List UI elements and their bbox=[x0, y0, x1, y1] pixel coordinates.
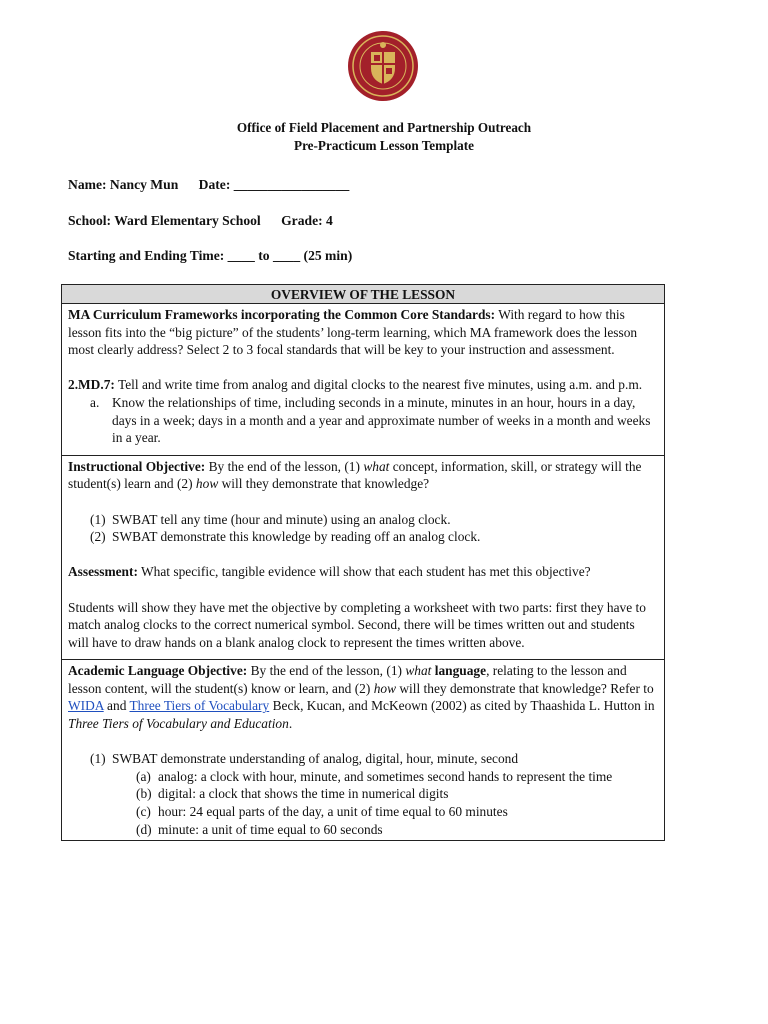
vocab-term-item bbox=[68, 803, 658, 821]
academic-language-cell bbox=[62, 660, 664, 841]
instructional-objective-cell bbox=[62, 456, 664, 661]
standard-sub-marker: a. bbox=[90, 394, 100, 410]
objective-text: SWBAT demonstrate this knowledge by reading off an analog clock. bbox=[112, 529, 481, 545]
assessment-answer: Students will show they have met the objective by completing a worksheet with two parts: first they have to match analog clocks to the correct numerical symbol. Second, there will be times written out and students will have to draw hands on a blank analog clock to represent the times written above. bbox=[68, 599, 646, 650]
alo-prompt-part: , relating to the lesson and lesson content, will the student(s) know or learn, and (2) bbox=[68, 663, 627, 696]
alo-prompt-part: will they demonstrate that knowledge? Refer to bbox=[396, 680, 654, 696]
alo-prompt-how: how bbox=[373, 680, 397, 696]
alo-prompt-what: what bbox=[405, 663, 432, 679]
ma-frameworks-label: MA Curriculum Frameworks incorporating the Common Core Standards: bbox=[68, 307, 496, 322]
school-grade-line: School: Ward Elementary School Grade: 4 bbox=[68, 213, 333, 228]
vocab-term-marker: (d) bbox=[136, 821, 152, 837]
alo-prompt-part: . bbox=[288, 716, 293, 732]
time-line: Starting and Ending Time: ____ to ____ (25 min) bbox=[68, 248, 353, 263]
language-objective-marker: (1) bbox=[90, 751, 106, 767]
vocab-term-text: hour: 24 equal parts of the day, a unit of time equal to 60 minutes bbox=[158, 804, 508, 820]
academic-language-prompt bbox=[68, 662, 658, 732]
objective-marker: (2) bbox=[90, 529, 106, 545]
standard-2md7 bbox=[68, 376, 658, 394]
alo-book-title: Three Tiers of Vocabulary and Education bbox=[68, 716, 289, 732]
assessment-prompt bbox=[68, 563, 658, 581]
standard-code: 2.MD.7: bbox=[68, 377, 115, 393]
office-heading: Office of Field Placement and Partnership Outreach bbox=[236, 120, 532, 135]
template-heading: Pre-Practicum Lesson Template bbox=[294, 138, 474, 153]
io-prompt-part: will they demonstrate that knowledge? bbox=[218, 476, 430, 492]
vocab-term-item bbox=[68, 768, 658, 786]
io-prompt-part: By the end of the lesson, (1) bbox=[205, 458, 364, 474]
ma-frameworks-prompt bbox=[68, 306, 658, 359]
io-prompt-what: what bbox=[363, 458, 390, 474]
boston-college-seal-icon bbox=[347, 30, 419, 102]
alo-prompt-part: and bbox=[103, 698, 130, 714]
ma-frameworks-prompt-text: With regard to how this lesson fits into the “big picture” of the students’ long-term learning, which MA framework does the lesson most clearly address? Select 2 to 3 focal standards that will be key to your instruction and assessment. bbox=[68, 307, 638, 358]
objective-marker: (1) bbox=[90, 511, 106, 527]
vocab-term-text: minute: a unit of time equal to 60 seconds bbox=[158, 821, 383, 837]
standard-sub-item bbox=[68, 394, 658, 447]
name-date-line: Name: Nancy Mun Date: _________________ bbox=[68, 177, 350, 192]
language-objective-text: SWBAT demonstrate understanding of analog, digital, hour, minute, second bbox=[112, 751, 519, 767]
language-objective-item bbox=[68, 750, 658, 768]
wida-link[interactable]: WIDA bbox=[68, 698, 104, 714]
vocab-term-marker: (b) bbox=[136, 786, 152, 802]
academic-language-label: Academic Language Objective: bbox=[68, 663, 248, 679]
alo-prompt-language: language bbox=[434, 663, 487, 679]
io-prompt-part: concept, information, skill, or strategy will the student(s) learn and (2) bbox=[68, 458, 642, 492]
three-tiers-link[interactable]: Three Tiers of Vocabulary bbox=[129, 698, 270, 714]
io-prompt-how: how bbox=[195, 476, 219, 492]
vocab-term-text: digital: a clock that shows the time in numerical digits bbox=[158, 786, 449, 802]
vocab-term-marker: (a) bbox=[136, 768, 151, 784]
overview-header: OVERVIEW OF THE LESSON bbox=[62, 285, 664, 304]
vocab-term-item bbox=[68, 821, 658, 839]
vocab-term-item bbox=[68, 785, 658, 803]
objective-item bbox=[68, 511, 658, 529]
standard-sub-text: Know the relationships of time, including seconds in a minute, minutes in an hour, hours in a day, days in a week; days in a month and a year and approximate number of weeks in a month and weeks in a year. bbox=[112, 394, 651, 446]
vocab-term-marker: (c) bbox=[136, 804, 151, 820]
vocab-term-text: analog: a clock with hour, minute, and sometimes second hands to represent the time bbox=[158, 768, 613, 784]
lesson-overview-table bbox=[61, 284, 665, 841]
ma-frameworks-cell bbox=[62, 304, 664, 456]
alo-prompt-part: By the end of the lesson, (1) bbox=[247, 663, 406, 679]
instructional-objective-label: Instructional Objective: bbox=[68, 458, 206, 474]
standard-text: Tell and write time from analog and digital clocks to the nearest five minutes, using a.m. and p.m. bbox=[114, 377, 643, 393]
alo-prompt-part: Beck, Kucan, and McKeown (2002) as cited by Thaashida L. Hutton in bbox=[269, 698, 655, 714]
objective-item bbox=[68, 528, 658, 546]
assessment-label: Assessment: bbox=[68, 564, 138, 580]
instructional-objective-prompt bbox=[68, 458, 658, 493]
assessment-prompt-text: What specific, tangible evidence will show that each student has met this objective? bbox=[137, 564, 591, 580]
objective-text: SWBAT tell any time (hour and minute) using an analog clock. bbox=[112, 511, 451, 527]
